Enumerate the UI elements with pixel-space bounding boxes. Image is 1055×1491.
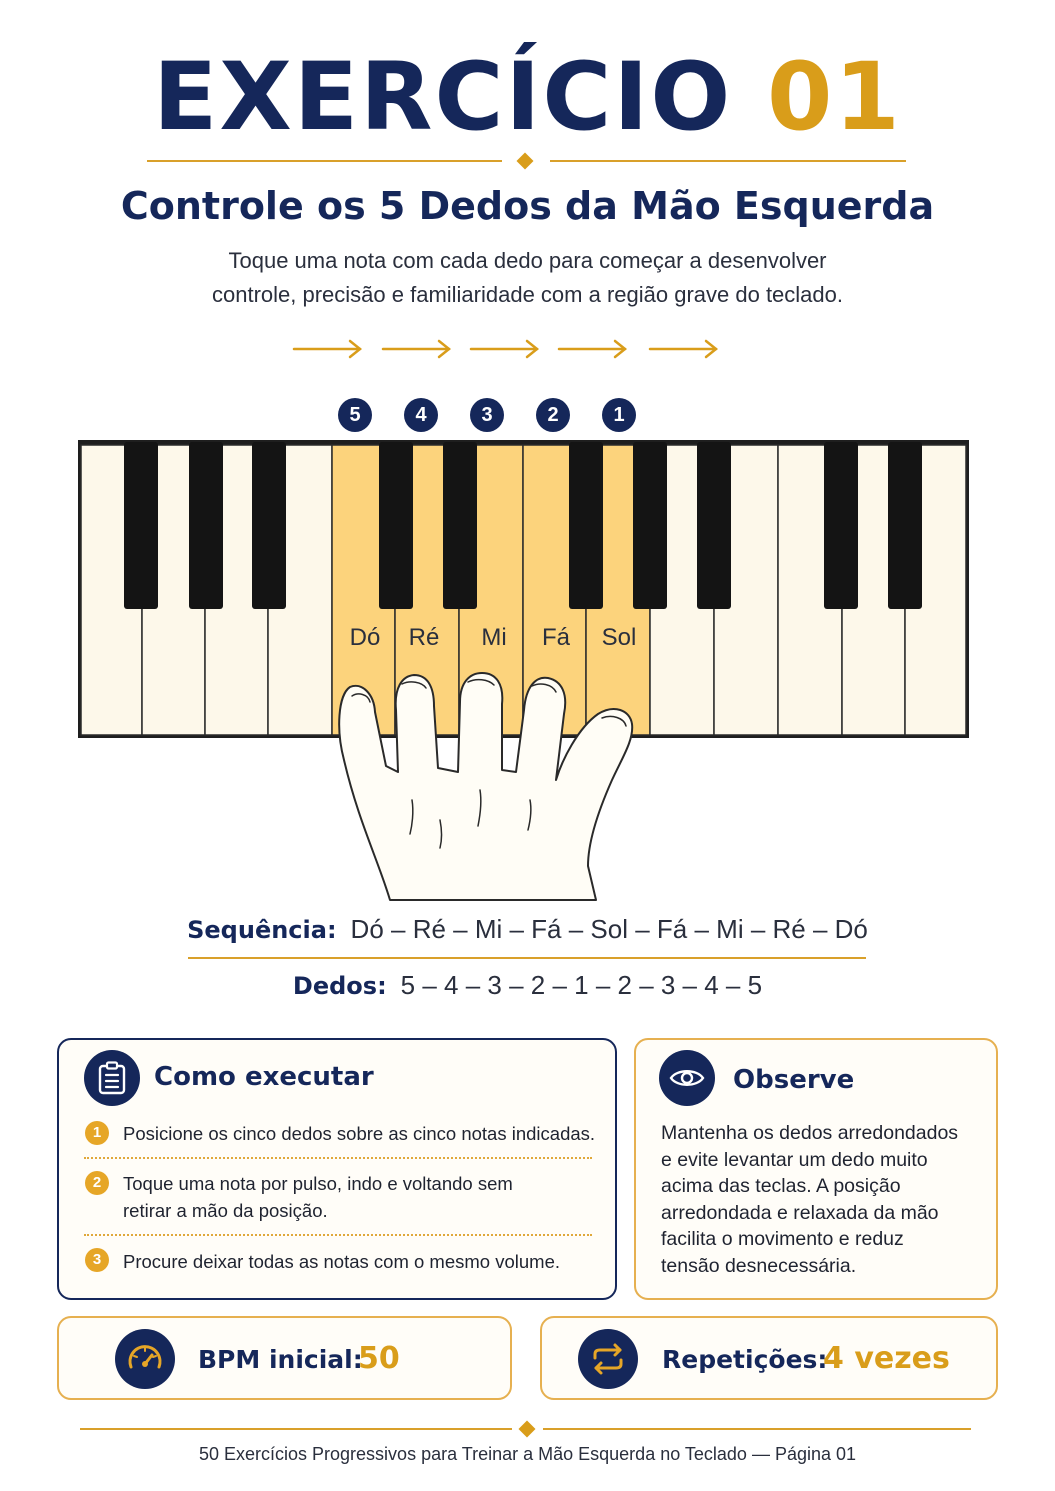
black-key bbox=[443, 442, 477, 609]
observe-line-6: tensão desnecessária. bbox=[661, 1255, 857, 1277]
eye-icon bbox=[659, 1050, 715, 1106]
divider-left bbox=[147, 160, 502, 162]
note-label-re: Ré bbox=[408, 624, 440, 651]
finger-number-5: 5 bbox=[338, 398, 372, 432]
observe-line-3: acima das teclas. A posição bbox=[661, 1175, 901, 1197]
footer-diamond bbox=[519, 1421, 536, 1438]
sequence-label: Sequência: bbox=[187, 916, 337, 944]
arrow-icon bbox=[650, 341, 716, 357]
repeat-icon bbox=[578, 1329, 638, 1389]
speedometer-icon bbox=[115, 1329, 175, 1389]
step-number-3: 3 bbox=[85, 1248, 109, 1272]
sequence-value: Dó – Ré – Mi – Fá – Sol – Fá – Mi – Ré – Dó bbox=[350, 914, 868, 944]
black-key bbox=[189, 442, 223, 609]
step-3-text: Procure deixar todas as notas com o mesmo volume. bbox=[123, 1251, 560, 1272]
observe-line-5: facilita o movimento e reduz bbox=[661, 1228, 904, 1250]
step-divider bbox=[84, 1157, 592, 1159]
step-number-2: 2 bbox=[85, 1171, 109, 1195]
fingers-value: 5 – 4 – 3 – 2 – 1 – 2 – 3 – 4 – 5 bbox=[400, 970, 763, 1000]
finger-number-1: 1 bbox=[602, 398, 636, 432]
subtitle: Controle os 5 Dedos da Mão Esquerda bbox=[120, 184, 935, 228]
footer-divider-left bbox=[80, 1428, 512, 1430]
observe-line-2: e evite levantar um dedo muito bbox=[661, 1149, 928, 1171]
black-key bbox=[379, 442, 413, 609]
black-key bbox=[888, 442, 922, 609]
note-label-mi: Mi bbox=[481, 624, 507, 651]
sequence-divider bbox=[188, 957, 866, 959]
observe-line-1: Mantenha os dedos arredondados bbox=[661, 1122, 959, 1144]
arrow-icon bbox=[294, 341, 360, 357]
step-number-1: 1 bbox=[85, 1121, 109, 1145]
arrow-icon bbox=[383, 341, 449, 357]
black-key bbox=[633, 442, 667, 609]
how-to-title: Como executar bbox=[154, 1062, 374, 1092]
sequence-row bbox=[0, 914, 1055, 945]
fingers-row bbox=[0, 970, 1055, 1001]
step-divider bbox=[84, 1234, 592, 1236]
step-2-text-line-1: Toque uma nota por pulso, indo e voltando sem bbox=[123, 1173, 513, 1194]
arrow-icon bbox=[471, 341, 537, 357]
footer-divider-right bbox=[543, 1428, 971, 1430]
repetitions-value: 4 vezes bbox=[823, 1341, 950, 1376]
note-label-sol: Sol bbox=[601, 624, 637, 651]
step-2-text-line-2: retirar a mão da posição. bbox=[123, 1200, 328, 1221]
observe-title: Observe bbox=[733, 1065, 855, 1095]
black-key bbox=[569, 442, 603, 609]
page-title: EXERCÍCIO 01 bbox=[153, 43, 902, 152]
black-key bbox=[124, 442, 158, 609]
divider-right bbox=[550, 160, 906, 162]
intro-line-1: Toque uma nota com cada dedo para começar a desenvolver bbox=[228, 248, 827, 273]
black-key bbox=[252, 442, 286, 609]
left-hand-illustration bbox=[330, 670, 650, 910]
step-1-text: Posicione os cinco dedos sobre as cinco notas indicadas. bbox=[123, 1123, 596, 1144]
repetitions-label: Repetições: bbox=[662, 1345, 828, 1374]
footer-text: 50 Exercícios Progressivos para Treinar a Mão Esquerda no Teclado — Página 01 bbox=[198, 1444, 857, 1464]
bpm-label: BPM inicial: bbox=[198, 1345, 363, 1374]
black-key bbox=[697, 442, 731, 609]
observe-line-4: arredondada e relaxada da mão bbox=[661, 1202, 939, 1224]
clipboard-icon bbox=[84, 1050, 140, 1106]
black-key bbox=[824, 442, 858, 609]
note-label-do: Dó bbox=[349, 624, 381, 651]
fingers-label: Dedos: bbox=[292, 972, 387, 1000]
arrow-icon bbox=[559, 341, 625, 357]
intro-line-2: controle, precisão e familiaridade com a região grave do teclado. bbox=[211, 282, 844, 307]
direction-arrows bbox=[290, 336, 730, 362]
finger-number-4: 4 bbox=[404, 398, 438, 432]
finger-number-2: 2 bbox=[536, 398, 570, 432]
bpm-value: 50 bbox=[358, 1341, 400, 1376]
finger-number-3: 3 bbox=[470, 398, 504, 432]
note-label-fa: Fá bbox=[541, 624, 570, 651]
